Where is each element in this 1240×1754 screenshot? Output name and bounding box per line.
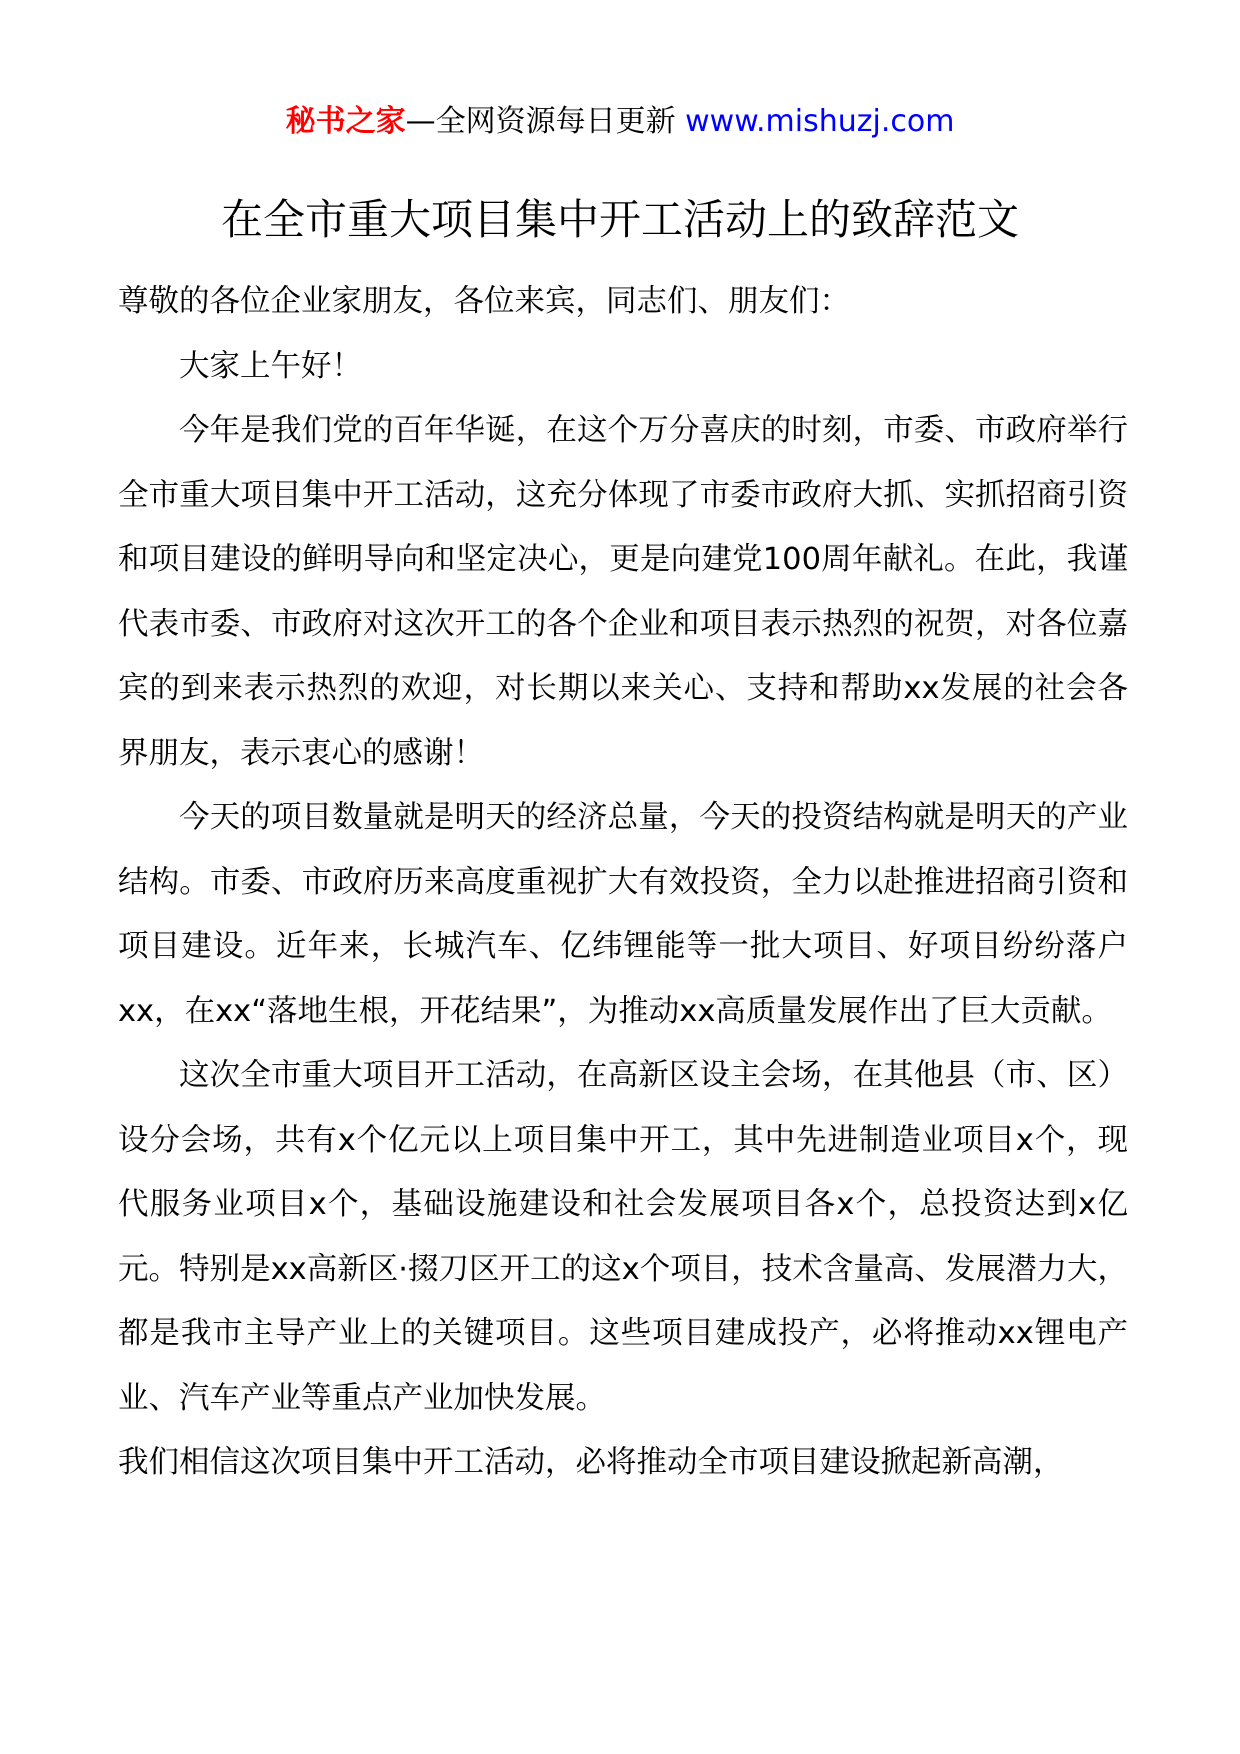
brand-name: 秘书之家: [285, 104, 406, 139]
website-link[interactable]: www.mishuzj.com: [685, 104, 955, 139]
document-title: 在全市重大项目集中开工活动上的致辞范文: [220, 195, 1019, 244]
paragraph-4: 我们相信这次项目集中开工活动，必将推动全市项目建设掀起新高潮，: [118, 1445, 1064, 1480]
paragraph-greeting: 大家上午好！: [179, 348, 362, 384]
paragraph-1: 今年是我们党的百年华诞，在这个万分喜庆的时刻，市委、市政府举行全市重大项目集中开工活动，这充分体现了市委市政府大抓、实抓招商引资和项目建设的鲜明导向和坚定决心，更是向建党100周年献礼。在此，我谨代表市委、市政府对这次开工的各个企业和项目表示热烈的祝贺，对各位嘉宾的到来表示热烈的欢迎，对长期以来关心、支持和帮助xx发展的社会各界朋友，表示衷心的感谢！: [118, 413, 1128, 771]
document-body: [118, 270, 1128, 1496]
brand-tagline: —全网资源每日更新: [405, 104, 686, 139]
paragraph-3: 这次全市重大项目开工活动，在高新区设主会场，在其他县（市、区）设分会场，共有x个亿元以上项目集中开工，其中先进制造业项目x个，现代服务业项目x个，基础设施建设和社会发展项目各x个，总投资达到x亿元。特别是xx高新区·掇刀区开工的这x个项目，技术含量高、发展潜力大，都是我市主导产业上的关键项目。这些项目建成投产，必将推动xx锂电产业、汽车产业等重点产业加快发展。: [118, 1058, 1128, 1416]
salutation: 尊敬的各位企业家朋友，各位来宾，同志们、朋友们：: [118, 284, 850, 319]
watermark-header: [0, 100, 1240, 144]
paragraph-2: 今天的项目数量就是明天的经济总量，今天的投资结构就是明天的产业结构。市委、市政府历来高度重视扩大有效投资，全力以赴推进招商引资和项目建设。近年来，长城汽车、亿纬锂能等一批大项目、好项目纷纷落户xx，在xx“落地生根，开花结果”，为推动xx高质量发展作出了巨大贡献。: [118, 800, 1128, 1029]
